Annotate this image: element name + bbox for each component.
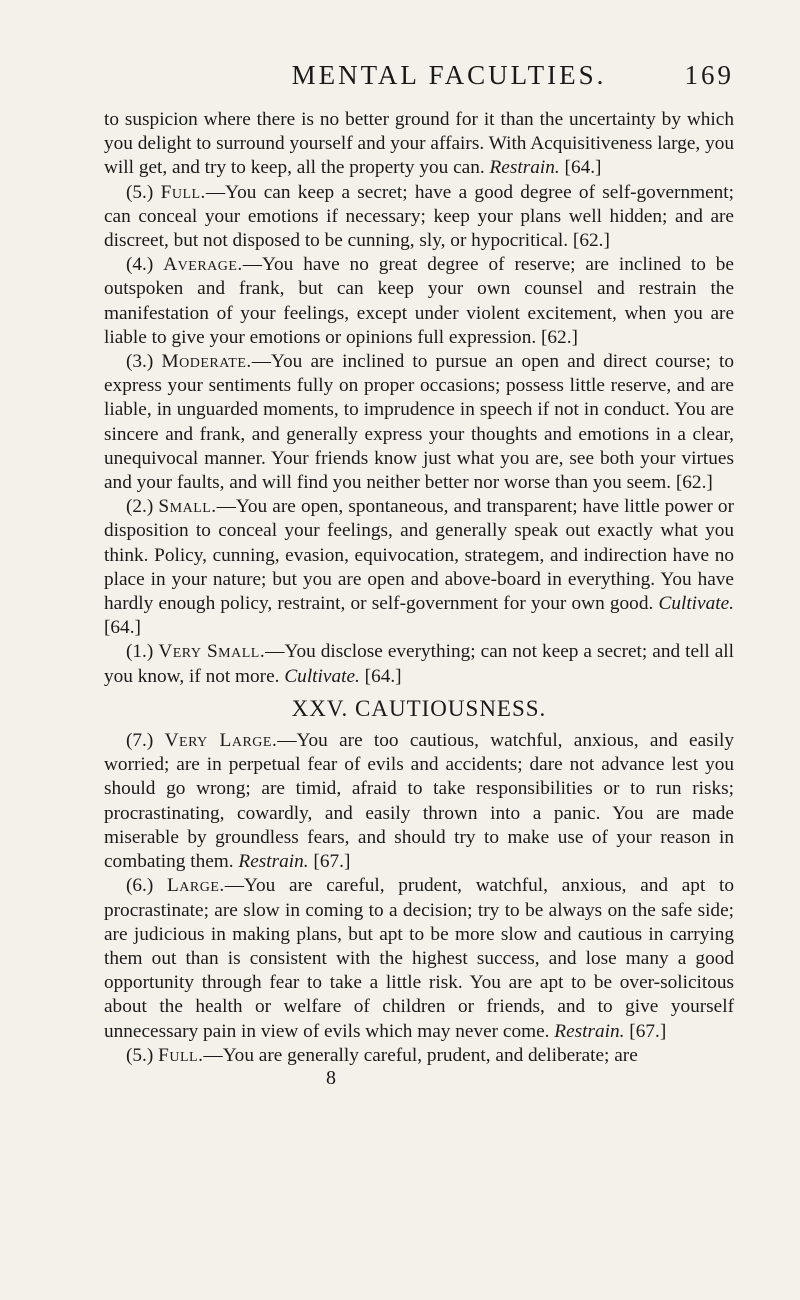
degree-label: Very Large.	[164, 730, 278, 752]
paragraph-text: —You are generally careful, prudent, and deliberate; are	[203, 1044, 638, 1066]
paragraph-moderate	[104, 350, 734, 495]
paragraph-large	[104, 874, 734, 1043]
reference: [62.]	[675, 472, 713, 494]
degree-number: (1.)	[126, 641, 154, 663]
degree-number: (2.)	[126, 496, 154, 518]
degree-number: (6.)	[126, 875, 154, 897]
reference: [64.]	[104, 617, 141, 639]
reference: [62.]	[572, 230, 610, 252]
paragraph-text: —You can keep a secret; have a good degree of self-government; can conceal your emotions if necessary; keep your plans well hidden; and are discreet, but not disposed to be cunning, sly, or hypocritical.	[104, 181, 734, 252]
degree-number: (4.)	[126, 254, 154, 276]
advice: Cultivate.	[658, 593, 734, 615]
advice: Cultivate.	[284, 665, 360, 687]
advice: Restrain.	[489, 157, 560, 179]
degree-label: Average.	[163, 254, 243, 276]
paragraph-full	[104, 181, 734, 254]
paragraph-text: —You have no great degree of reserve; are inclined to be outspoken and frank, but can keep your own counsel and restrain the manifestation of your feelings, except under violent excitement, when you are liable to give your emotions or opinions full expression.	[104, 254, 734, 348]
paragraph-full-cautiousness	[104, 1044, 734, 1068]
reference: [64.]	[564, 157, 602, 179]
paragraph-very-small	[104, 640, 734, 688]
degree-label: Full.	[160, 181, 206, 203]
advice: Restrain.	[554, 1020, 625, 1042]
signature-mark: 8	[326, 1066, 336, 1089]
paragraph-small	[104, 495, 734, 640]
paragraph-text: —You are too cautious, watchful, anxious, and easily worried; are in perpetual fear of evils and accidents; dare not advance lest you should go wrong; are timid, afraid to take responsibilities or to run risks; procrastinating, cowardly, and easily thrown into a panic. You are made miserable by groundless fears, and should try to make use of your reason in combating them.	[104, 730, 734, 873]
paragraph-text: —You are open, spontaneous, and transparent; have little power or disposition to conceal your feelings, and generally speak out exactly what you think. Policy, cunning, evasion, equivocation, strategem, and indirection have no place in your nature; but you are open and above-board in everything. You have hardly enough policy, restraint, or self-government for your own good.	[104, 496, 734, 615]
degree-label: Small.	[158, 496, 217, 518]
degree-number: (7.)	[126, 730, 154, 752]
page-number: 169	[684, 60, 734, 90]
degree-number: (3.)	[126, 351, 154, 373]
paragraph-very-large	[104, 729, 734, 874]
degree-number: (5.)	[126, 1044, 154, 1066]
paragraph-text: —You are careful, prudent, watchful, anxious, and apt to procrastinate; are slow in coming to a decision; try to be always on the safe side; are judicious in making plans, but apt to be more slow and cautious in carrying them out than is consistent with the highest success, and lose many a good opportunity through fear to take a little risk. You are apt to be over-solicitous about the health or welfare of children or friends, and to give yourself unnecessary pain in view of evils which may never come.	[104, 875, 734, 1042]
paragraph-continued	[104, 108, 734, 181]
paragraph-text: —You disclose everything; can not keep a secret; and tell all you know, if not more.	[104, 641, 734, 687]
degree-label: Moderate.	[161, 351, 252, 373]
running-head-title: MENTAL FACULTIES.	[291, 60, 607, 90]
paragraph-text: —You are inclined to pursue an open and direct course; to express your sentiments fully on proper occasions; possess little reserve, and are liable, in unguarded moments, to imprudence in speech if not in conduct. You are sincere and frank, and generally express your thoughts and emotions in a clear, unequivocal manner. Your friends know just what you are, see both your virtues and your faults, and will find you neither better nor worse than you seem.	[104, 351, 734, 494]
reference: [67.]	[629, 1020, 667, 1042]
degree-label: Very Small.	[158, 641, 266, 663]
reference: [64.]	[364, 665, 402, 687]
reference: [67.]	[313, 851, 351, 873]
reference: [62.]	[541, 326, 578, 348]
degree-label: Large.	[167, 875, 225, 897]
degree-number: (5.)	[126, 181, 154, 203]
running-head	[104, 60, 734, 100]
paragraph-average	[104, 253, 734, 350]
degree-label: Full.	[158, 1044, 204, 1066]
paragraph-text: to suspicion where there is no better ground for it than the uncertainty by which you delight to surround yourself and your affairs. With Acquisitiveness large, you will get, and try to keep, all the property you can.	[104, 109, 734, 179]
advice: Restrain.	[238, 851, 309, 873]
section-heading: XXV. CAUTIOUSNESS.	[291, 695, 547, 721]
page-body	[104, 108, 734, 1088]
